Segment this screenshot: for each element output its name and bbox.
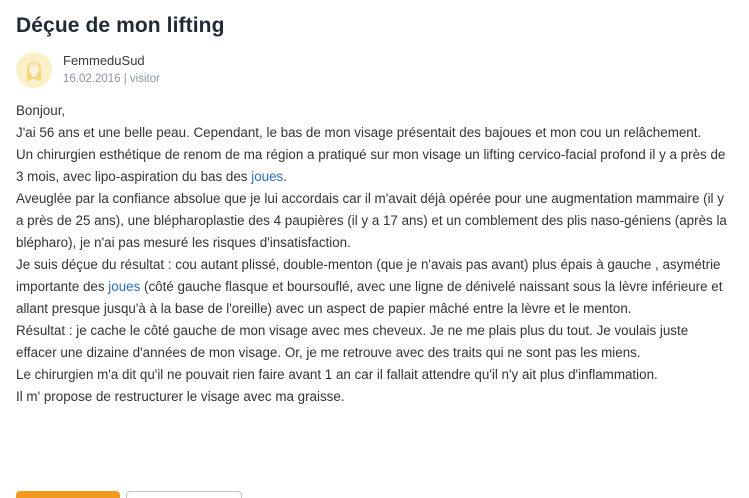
post-paragraph: [16, 144, 732, 188]
paragraph-text: J'ai 56 ans et une belle peau. Cependant, le bas de mon visage présentait des bajoues et mon cou un relâchement.: [16, 125, 702, 140]
post-paragraph: [16, 386, 732, 408]
paragraph-text: Résultat : je cache le côté gauche de mon visage avec mes cheveux. Je ne me plais plus du tout. Je voulais juste effacer une dizaine d'années de mon visage. Or, je me retrouve avec des traits qui ne sont pas les miens.: [16, 323, 689, 360]
paragraph-text: Aveuglée par la confiance absolue que je lui accordais car il m'avait déjà opérée pour une augmentation mammaire (il y a près de 25 ans), une blépharoplastie des 4 paupières (il y a 17 ans) et un comblement des plis naso-géniens (après la blépharo), je n'ai pas mesuré les risques d'insatisfaction.: [16, 191, 727, 250]
post-paragraph: [16, 100, 732, 122]
post-paragraph: [16, 320, 732, 364]
post-paragraph: [16, 122, 732, 144]
post-paragraph: [16, 188, 732, 254]
post-paragraph: [16, 364, 732, 386]
post-meta: 16.02.2016 | visitor: [63, 73, 160, 85]
paragraph-text: Bonjour,: [16, 103, 66, 118]
author-info: [16, 52, 160, 88]
post-actions: [16, 491, 242, 498]
paragraph-text: Un chirurgien esthétique de renom de ma région a pratiqué sur mon visage un lifting cervico-facial profond il y a près de 3 mois, avec lipo-aspiration du bas des: [16, 147, 726, 184]
author-name[interactable]: FemmeduSud: [63, 53, 145, 68]
keyword-link[interactable]: joues: [108, 279, 141, 294]
secondary-action-button[interactable]: [126, 491, 242, 498]
post-title: Déçue de mon lifting: [16, 14, 225, 37]
paragraph-text: Il m' propose de restructurer le visage avec ma graisse.: [16, 389, 345, 404]
paragraph-text: .: [283, 169, 287, 184]
primary-action-button[interactable]: [16, 491, 120, 498]
woman-avatar-icon: [21, 57, 47, 83]
paragraph-text: Je suis déçue du résultat : cou autant plissé, double-menton (que je n'avais pas avant) plus épais à gauche , asymétrie importante des: [16, 257, 721, 294]
avatar[interactable]: [16, 52, 52, 88]
keyword-link[interactable]: joues: [251, 169, 284, 184]
paragraph-text: (côté gauche flasque et boursouflé, avec une ligne de dénivelé naissant sous la lèvre inférieure et allant presque jusqu'à à la base de l'oreille) avec un aspect de papier mâché entre la lèvre et le menton.: [16, 279, 723, 316]
post-body: [16, 100, 732, 408]
post-paragraph: [16, 254, 732, 320]
paragraph-text: Le chirurgien m'a dit qu'il ne pouvait rien faire avant 1 an car il fallait attendre qu'il n'y ait plus d'inflammation.: [16, 367, 658, 382]
